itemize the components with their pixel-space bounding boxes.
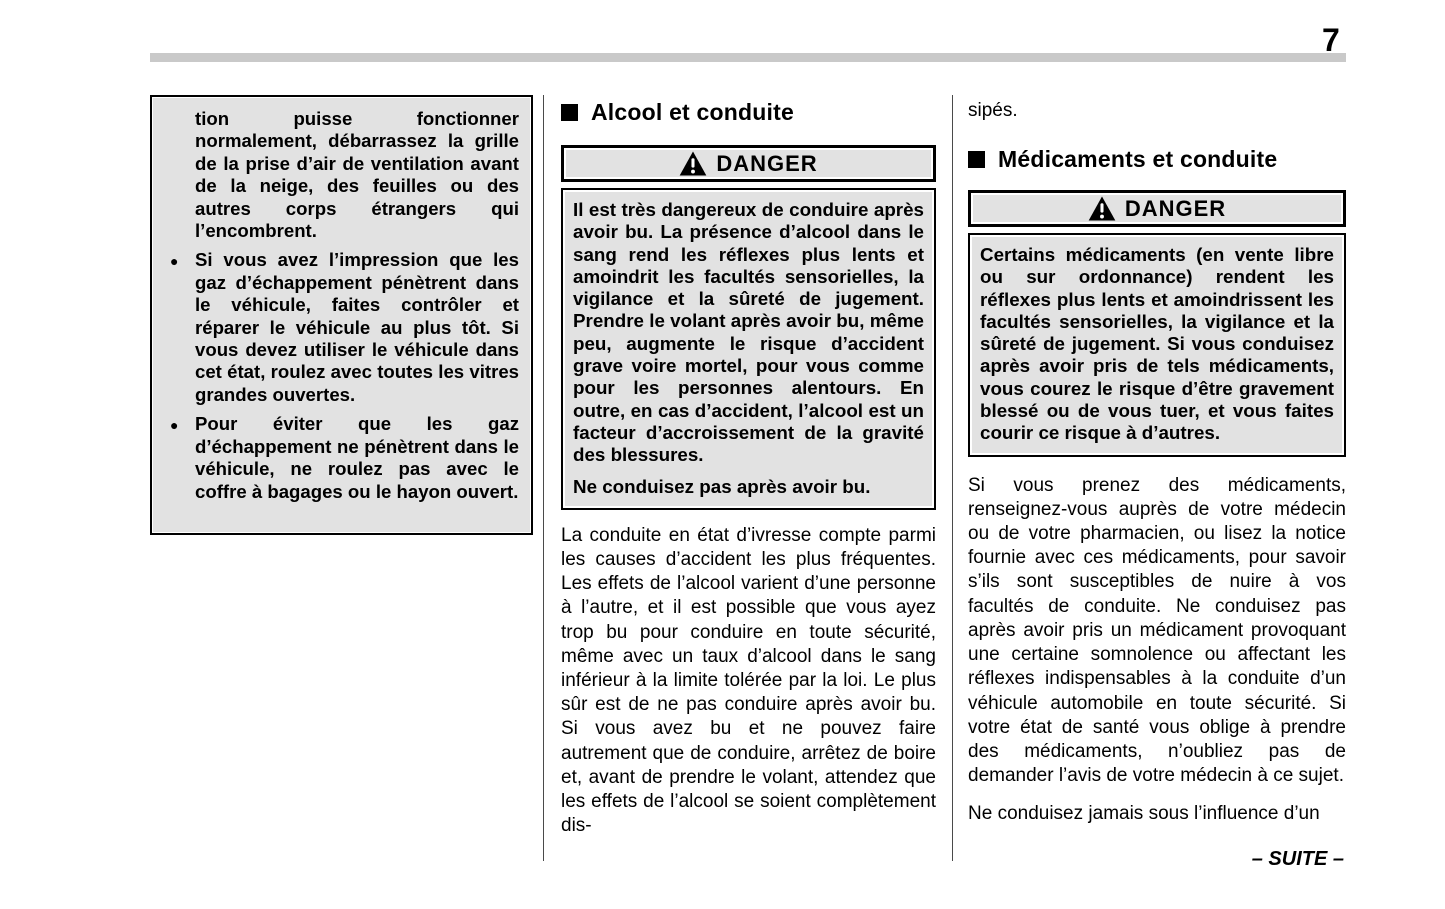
hyphen-continuation-text: sipés. [968,100,1018,121]
continuation-marker: – SUITE – [1251,848,1344,870]
warning-triangle-icon [679,151,707,176]
section-heading-label: Médicaments et conduite [998,146,1278,172]
danger-label: DANGER [716,150,818,176]
header-rule-bar [150,53,1346,62]
medication-body-paragraph: Ne conduisez jamais sous l’influence d’un [968,803,1320,825]
section-heading-medicaments [968,146,1346,173]
section-square-icon [561,104,578,121]
note-continuation-text: tion puisse fonctionner normalement, débarrassez la grille de la prise d’air de ventilation avant de la neige, des feuilles ou des autres corps étrangers qui l’encombrent. [195,108,519,242]
page-number: 7 [1322,22,1340,58]
bullet-text: Pour éviter que les gaz d’échappement ne pénètrent dans le véhicule, ne roulez pas avec le coffre à bagages ou le hayon ouvert. [195,413,519,502]
warning-final-line: Ne conduisez pas après avoir bu. [573,475,871,497]
warning-triangle-icon [1088,196,1116,221]
column-separator-1 [543,95,544,861]
section-heading-alcool [561,99,936,126]
medication-body-paragraph: Si vous prenez des médicaments, renseignez-vous auprès de votre médecin ou de votre pharmacien, ou lisez la notice fournie avec ces médicaments, pour savoir s’ils sont susceptibles de nuire à vos facultés de conduite. Ne conduisez pas après avoir pris un médicament provoquant une certaine somnolence ou affectant les réflexes indispensables à la conduite d’un véhicule automobile en toute sécurité. Si votre état de santé vous oblige à prendre des médicaments, n’oubliez pas de demander l’avis de votre médecin à ce sujet. [968,474,1346,787]
alcohol-body-text: La conduite en état d’ivresse compte parmi les causes d’accident les plus fréquentes. Les effets de l’alcool varient d’une personne à l’autre, et il est possible que vous ayez trop bu pour conduire en toute sécurité, même avec un taux d’alcool dans le sang inférieur à la limite tolérée par la loi. Le plus sûr est de ne pas conduire après avoir bu. Si vous avez bu et ne pouvez faire autrement que de conduire, arrêtez de boire et, avant de prendre le volant, attendez que les effets de l’alcool se soient complètement dis- [561,524,936,837]
bullet-icon [170,250,178,272]
middle-column [561,99,936,839]
danger-label: DANGER [1124,195,1227,221]
danger-banner [561,145,936,182]
alcohol-warning-box [561,188,936,510]
bullet-icon [170,414,178,436]
section-square-icon [968,151,985,168]
bullet-text: Si vous avez l’impression que les gaz d’échappement pénètrent dans le véhicule, faites contrôler et réparer le véhicule au plus tôt. Si vous devez utiliser le véhicule dans cet état, roulez avec toutes les vitres grandes ouvertes. [195,249,519,405]
list-item [162,413,519,503]
medication-warning-box [968,233,1346,457]
exhaust-note-box [150,95,533,535]
warning-paragraph: Il est très dangereux de conduire après avoir bu. La présence d’alcool dans le sang rend les réflexes plus lents et amoindrit les facultés sensorielles, la vigilance et la sûreté de jugement. Prendre le volant après avoir bu, même peu, augmente le risque d’accident grave voire mortel, pour vous comme pour les personnes alentours. En outre, en cas d’accident, l’alcool est un facteur d’accroissement de la gravité des blessures. [573,199,924,466]
column-separator-2 [952,95,953,861]
warning-paragraph: Certains médicaments (en vente libre ou sur ordonnance) rendent les réflexes plus lents et amoindrissent les facultés sensorielles, la vigilance et la sûreté de jugement. Si vous conduisez après avoir pris de tels médicaments, vous courez le risque d’être gravement blessé ou de vous tuer, et vous faites courir ce risque à d’autres. [980,244,1334,444]
left-column [150,95,533,535]
section-heading-label: Alcool et conduite [591,99,794,125]
list-item [162,249,519,406]
right-column [968,99,1346,827]
danger-banner [968,190,1346,227]
